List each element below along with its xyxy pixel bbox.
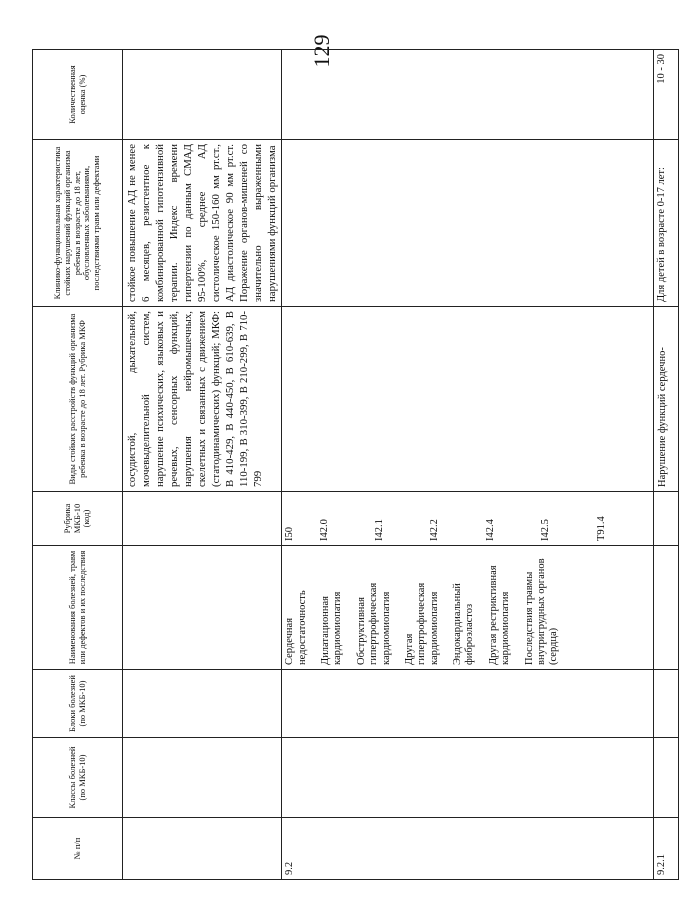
continued-classes [123,738,282,818]
header-blocks: Блоки болезней (по МКБ-10) [33,670,123,738]
row-9-2-1-codes [653,492,678,546]
disease-item: Эндокардиальный фиброэластоз [452,583,476,665]
icd-code: I42.2 [429,519,441,541]
table-header-row [33,50,123,880]
icd-code: I42.5 [540,519,552,541]
table-row-9-2-1 [653,50,678,880]
header-num: № п/п [33,818,123,880]
continued-blocks [123,670,282,738]
row-9-2-1-characteristic: Для детей в возрасте 0-17 лет: [653,140,678,307]
row-9-2-characteristic [282,140,654,307]
upper-row-region [121,50,269,235]
continued-diseases [123,546,282,670]
row-9-2-1-types: Нарушение функций сердечно- [653,307,678,492]
row-9-2-1-quantitative: 10 - 30 [653,50,678,140]
continued-types: сосудистой, дыхательной, мочевыделительной систем, нарушение психических, языковых и речевых, сенсорных функций, нарушения нейромышечных, скелетных и связанных с движением (статодинамических) функций; МКФ: B 410-429, B 440-450, B 610-639, B 110-199, B 310-399, B 210-299, B 710-799 [123,307,282,492]
disease-item: Обструктивная гипертрофическая кардиомиопатия [355,582,392,665]
icd-code: T91.4 [595,516,607,541]
row-9-2-blocks [282,670,654,738]
row-9-2-num: 9.2 [282,818,654,880]
row-9-2-1-num: 9.2.1 [653,818,678,880]
row-9-2-diseases [282,546,654,670]
disease-item: Дилатационная кардиомиопатия [320,591,344,665]
row-9-2-1-blocks [653,670,678,738]
row-9-2-types [282,307,654,492]
row-9-2-1-classes [653,738,678,818]
header-quantitative: Количественная оценка (%) [33,50,123,140]
continued-codes [123,492,282,546]
header-classes: Классы болезней (по МКБ-10) [33,738,123,818]
disease-item: Сердечная недостаточность [284,590,308,665]
page-number: 129 [309,34,334,68]
header-codes: Рубрика МКБ-10 (код) [33,492,123,546]
icd-code: I42.1 [374,519,386,541]
header-characteristic: Клинико-функциональная характеристика стойких нарушений функций организма ребенка в возрасте до 18 лет, обусловленных заболеваниями, последствиями травм или дефектами [33,140,123,307]
icd-code: I42.4 [484,519,496,541]
icd-code: I50 [284,527,296,541]
continued-characteristic: стойкое повышение АД не менее 6 месяцев, резистентное к комбинированной гипотензивной терапии. Индекс времени гипертензии по данным СМАД 95-100%, среднее АД систолическое 150-160 мм рт.ст., АД диастолическое 90 мм рт.ст. Поражение органов-мишеней со значительно выраженными нарушениями функций организма [123,140,282,307]
icd-code: I42.0 [318,519,330,541]
row-9-2-quantitative [282,50,654,140]
continued-num [123,818,282,880]
row-9-2-1-diseases [653,546,678,670]
row-9-2-classes [282,738,654,818]
table-row-9-2 [282,50,654,880]
rotated-table-container [32,50,668,880]
header-types: Виды стойких расстройств функций организма ребенка в возрасте до 18 лет. Рубрика МКФ [33,307,123,492]
header-diseases: Наименования болезней, травм или дефектов и их последствия [33,546,123,670]
disease-item: Другая гипертрофическая кардиомиопатия [403,582,440,665]
disease-item: Другая рестриктивная кардиомиопатия [487,565,512,665]
disease-item: Последствия травмы внутригрудных органов (сердца) [523,558,560,665]
document-table-sheet [32,50,668,880]
row-9-2-codes [282,492,654,546]
